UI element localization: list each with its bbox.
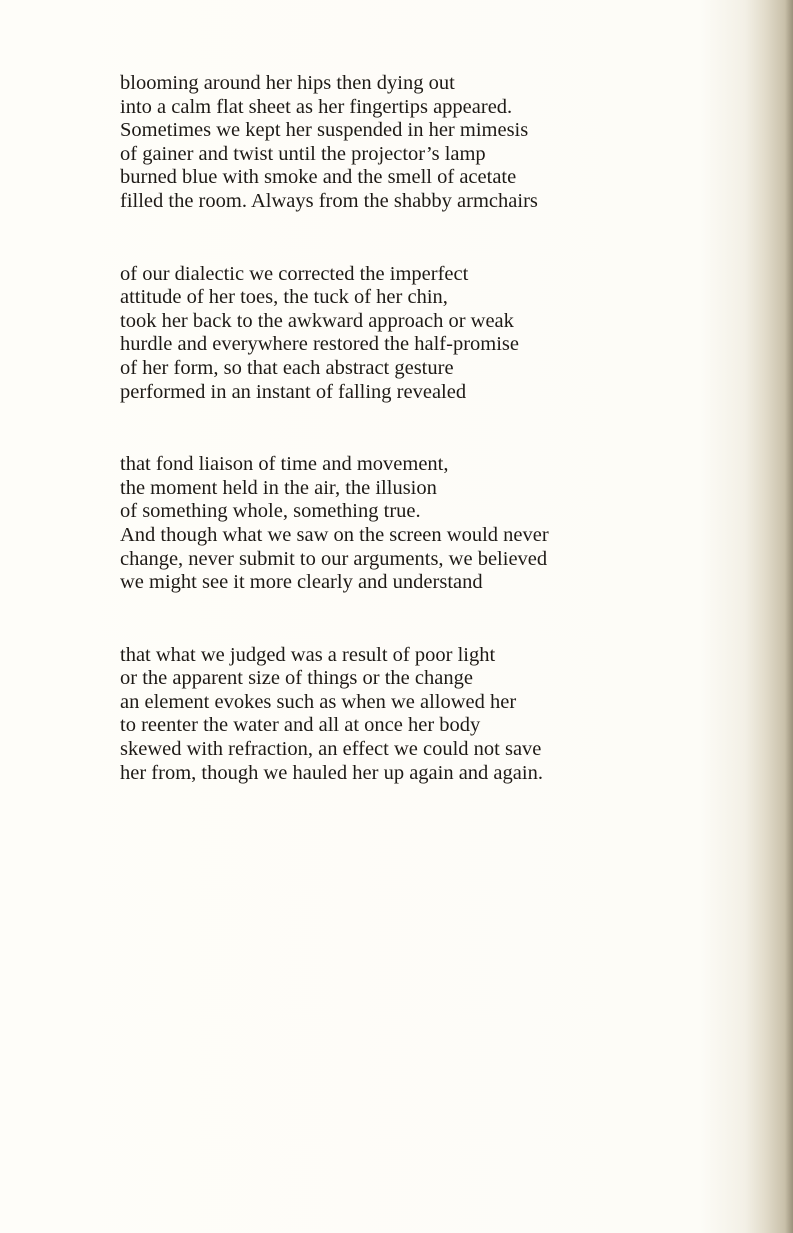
poem-line: of her form, so that each abstract gesture [120, 356, 454, 379]
poem-line: the moment held in the air, the illusion [120, 476, 437, 499]
poem-line: of something whole, something true. [120, 500, 421, 523]
poem-line: that fond liaison of time and movement, [120, 453, 449, 476]
poem-line: filled the room. Always from the shabby armchairs [120, 189, 538, 212]
poem-line: of our dialectic we corrected the imperfect [120, 262, 469, 285]
stanza-1 [120, 72, 680, 214]
stanza-4 [120, 644, 680, 786]
poem-line: Sometimes we kept her suspended in her mimesis [120, 119, 529, 142]
poem-line: took her back to the awkward approach or weak [120, 309, 514, 332]
poem-line: to reenter the water and all at once her body [120, 714, 481, 737]
poem-line: we might see it more clearly and understand [120, 571, 483, 594]
poem-line: change, never submit to our arguments, we believed [120, 547, 548, 570]
page-spine-shadow [785, 0, 793, 1233]
poem-text [120, 72, 680, 785]
poem-line: blooming around her hips then dying out [120, 72, 455, 94]
poem-line: hurdle and everywhere restored the half-promise [120, 333, 520, 356]
poem-line: that what we judged was a result of poor light [120, 643, 496, 666]
poem-line: skewed with refraction, an effect we could not save [120, 738, 542, 761]
poem-line: of gainer and twist until the projector’s lamp [120, 142, 486, 165]
poem-line: or the apparent size of things or the change [120, 667, 473, 690]
stanza-3 [120, 453, 680, 595]
poem-line: attitude of her toes, the tuck of her chin, [120, 286, 448, 309]
poem-line: into a calm flat sheet as her fingertips appeared. [120, 95, 513, 118]
stanza-2 [120, 263, 680, 405]
poem-line: an element evokes such as when we allowed her [120, 690, 517, 713]
poem-line: And though what we saw on the screen would never [120, 523, 549, 546]
poem-line: performed in an instant of falling revealed [120, 380, 467, 403]
poem-line: her from, though we hauled her up again and again. [120, 761, 543, 784]
poem-line: burned blue with smoke and the smell of acetate [120, 166, 517, 189]
